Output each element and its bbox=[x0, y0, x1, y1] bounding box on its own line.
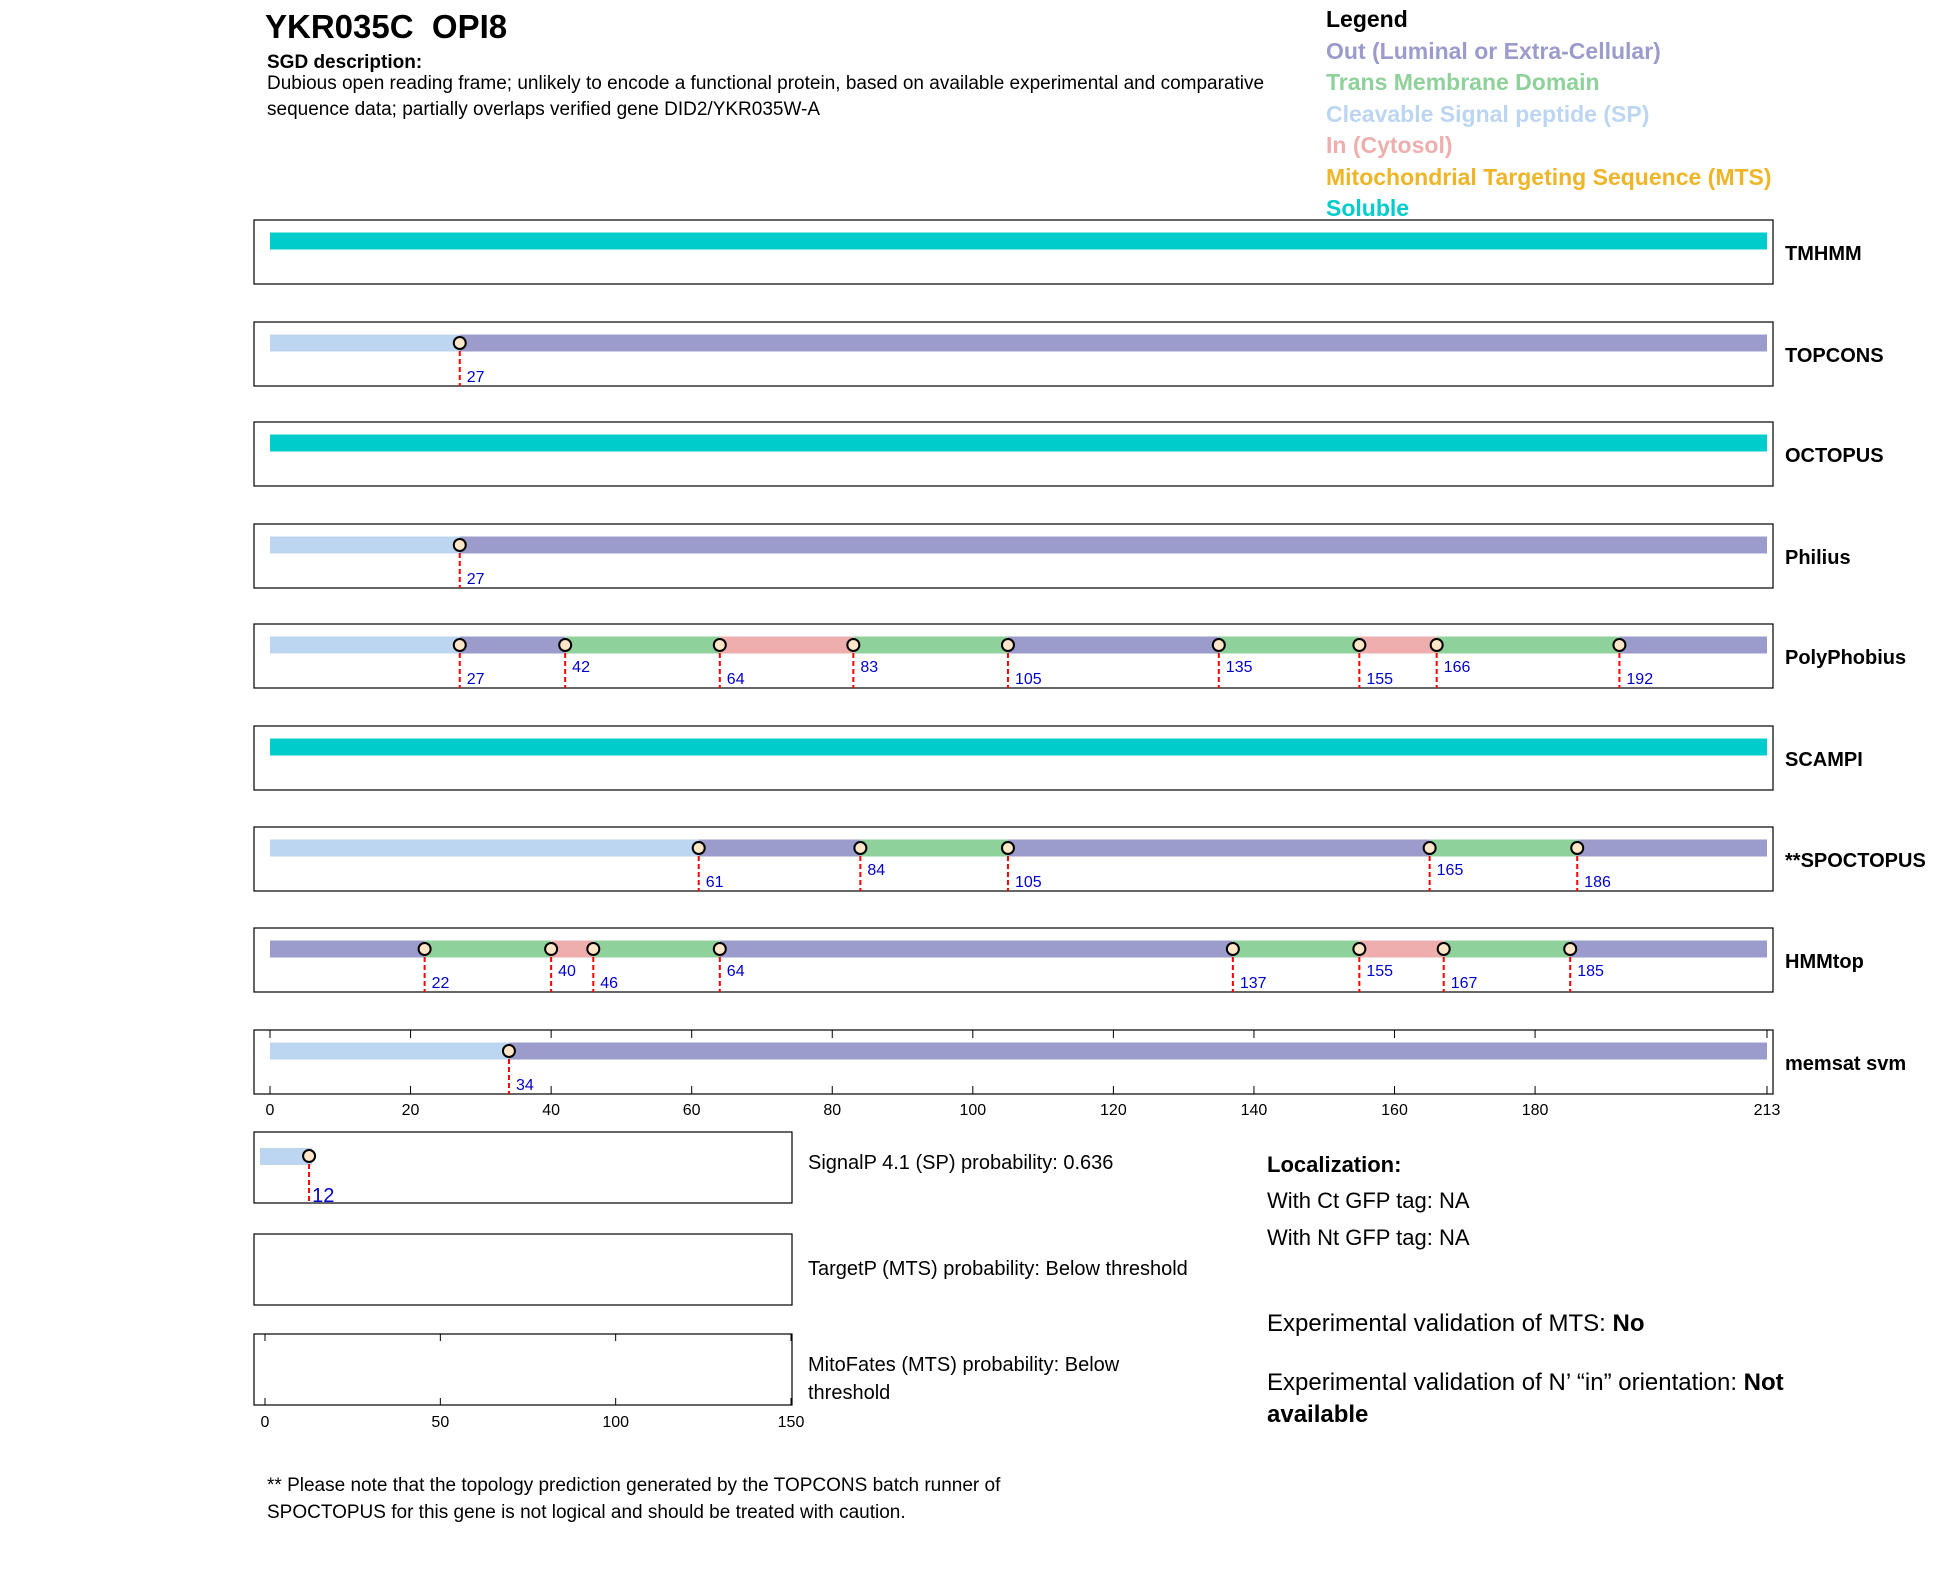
boundary-marker bbox=[1424, 842, 1436, 854]
boundary-marker bbox=[1213, 639, 1225, 651]
boundary-label: 185 bbox=[1577, 963, 1604, 980]
mts-validation bbox=[1267, 1310, 1644, 1338]
legend-item-out: Out (Luminal or Extra-Cellular) bbox=[1326, 37, 1661, 64]
segment-tm bbox=[593, 941, 720, 958]
signalp-boundary-marker bbox=[303, 1150, 315, 1162]
track-label-hmmtop: HMMtop bbox=[1785, 951, 1864, 973]
boundary-marker bbox=[714, 943, 726, 955]
signalp-probability: SignalP 4.1 (SP) probability: 0.636 bbox=[808, 1152, 1114, 1174]
boundary-label: 22 bbox=[431, 975, 450, 992]
boundary-label: 155 bbox=[1366, 963, 1394, 980]
x-tick-label: 120 bbox=[1100, 1102, 1127, 1119]
segment-soluble bbox=[270, 739, 1767, 756]
segment-out bbox=[720, 941, 1233, 958]
x-tick-label: 80 bbox=[823, 1102, 842, 1119]
segment-tm bbox=[1437, 637, 1620, 654]
x-tick-label: 60 bbox=[682, 1102, 701, 1119]
boundary-label: 46 bbox=[600, 975, 619, 992]
track-box-spoctopus bbox=[254, 827, 1773, 891]
boundary-marker bbox=[1002, 842, 1014, 854]
segment-sp bbox=[270, 840, 699, 857]
mitofates-panel bbox=[254, 1334, 792, 1405]
boundary-marker bbox=[1353, 943, 1365, 955]
nin-validation-value: Not bbox=[1743, 1369, 1784, 1396]
segment-out bbox=[1008, 637, 1219, 654]
track-label-scampi: SCAMPI bbox=[1785, 749, 1863, 771]
footnote bbox=[267, 1472, 1167, 1526]
segment-tm bbox=[565, 637, 720, 654]
signalp-panel bbox=[254, 1132, 792, 1203]
boundary-label: 166 bbox=[1443, 659, 1471, 676]
segment-out bbox=[270, 941, 425, 958]
mts-validation-value: No bbox=[1612, 1310, 1645, 1337]
boundary-marker bbox=[1564, 943, 1576, 955]
segment-sp bbox=[270, 335, 460, 352]
boundary-label: 84 bbox=[867, 862, 886, 879]
segment-out bbox=[1008, 840, 1430, 857]
sgd-description: Dubious open reading frame; unlikely to encode a functional protein, based on available experimental and comparative sequence data; partially overlaps verified gene DID2/YKR035W-A bbox=[267, 73, 1265, 120]
segment-out bbox=[699, 840, 861, 857]
segment-out bbox=[1570, 941, 1767, 958]
boundary-marker bbox=[693, 842, 705, 854]
boundary-marker bbox=[1431, 639, 1443, 651]
x-tick-label: 140 bbox=[1240, 1102, 1268, 1119]
boundary-label: 165 bbox=[1436, 862, 1464, 879]
boundary-marker bbox=[587, 943, 599, 955]
mts-validation-label: Experimental validation of MTS: bbox=[1267, 1310, 1613, 1337]
nin-validation-value-cont: available bbox=[1267, 1401, 1369, 1428]
small-x-tick-label: 0 bbox=[260, 1414, 270, 1431]
boundary-marker bbox=[545, 943, 557, 955]
boundary-label: 105 bbox=[1014, 874, 1042, 891]
boundary-marker bbox=[454, 639, 466, 651]
signalp-boundary-label: 12 bbox=[312, 1185, 335, 1207]
boundary-marker bbox=[419, 943, 431, 955]
boundary-label: 167 bbox=[1450, 975, 1478, 992]
boundary-label: 83 bbox=[860, 659, 879, 676]
boundary-marker bbox=[454, 539, 466, 551]
boundary-label: 135 bbox=[1225, 659, 1253, 676]
nin-validation bbox=[1267, 1369, 1784, 1397]
standard-name: OPI8 bbox=[431, 8, 508, 45]
segment-out bbox=[509, 1043, 1767, 1060]
boundary-label: 40 bbox=[558, 963, 576, 980]
boundary-label: 64 bbox=[726, 671, 745, 688]
segment-in bbox=[1359, 941, 1443, 958]
boundary-marker bbox=[503, 1045, 515, 1057]
x-tick-label: 100 bbox=[959, 1102, 987, 1119]
boundary-label: 42 bbox=[572, 659, 590, 676]
segment-soluble bbox=[270, 233, 1767, 250]
small-x-tick-label: 150 bbox=[777, 1414, 805, 1431]
boundary-marker bbox=[1613, 639, 1625, 651]
track-box-scampi bbox=[254, 726, 1773, 790]
boundary-marker bbox=[1438, 943, 1450, 955]
track-box-octopus bbox=[254, 422, 1773, 486]
track-label-polyphobius: PolyPhobius bbox=[1785, 647, 1907, 669]
boundary-marker bbox=[1002, 639, 1014, 651]
localization-ct: With Ct GFP tag: NA bbox=[1267, 1188, 1470, 1213]
segment-tm bbox=[853, 637, 1008, 654]
legend-item-sp: Cleavable Signal peptide (SP) bbox=[1326, 100, 1650, 127]
x-tick-label: 0 bbox=[265, 1102, 275, 1119]
boundary-label: 155 bbox=[1366, 671, 1394, 688]
track-label-philius: Philius bbox=[1785, 547, 1851, 569]
legend-item-in: In (Cytosol) bbox=[1326, 132, 1453, 158]
segment-soluble bbox=[270, 435, 1767, 452]
segment-out bbox=[460, 335, 1767, 352]
legend-item-mts: Mitochondrial Targeting Sequence (MTS) bbox=[1326, 163, 1772, 190]
segment-tm bbox=[1444, 941, 1571, 958]
segment-tm bbox=[1233, 941, 1360, 958]
targetp-panel bbox=[254, 1234, 792, 1305]
x-tick-label: 40 bbox=[542, 1102, 561, 1119]
segment-out bbox=[460, 537, 1767, 554]
track-label-memsatsvm: memsat svm bbox=[1785, 1053, 1907, 1075]
legend-title: Legend bbox=[1326, 6, 1408, 32]
boundary-label: 137 bbox=[1239, 975, 1267, 992]
boundary-label: 186 bbox=[1584, 874, 1611, 891]
segment-out bbox=[1577, 840, 1767, 857]
track-label-tmhmm: TMHMM bbox=[1785, 243, 1862, 265]
localization-heading: Localization: bbox=[1267, 1152, 1402, 1177]
segment-out bbox=[1619, 637, 1767, 654]
targetp-probability: TargetP (MTS) probability: Below threshold bbox=[808, 1258, 1188, 1280]
localization-nt: With Nt GFP tag: NA bbox=[1267, 1225, 1470, 1250]
small-x-tick-label: 100 bbox=[602, 1414, 630, 1431]
boundary-marker bbox=[1227, 943, 1239, 955]
sgd-heading: SGD description: bbox=[267, 52, 423, 73]
segment-sp bbox=[270, 637, 460, 654]
track-label-topcons: TOPCONS bbox=[1785, 345, 1884, 367]
track-label-spoctopus: **SPOCTOPUS bbox=[1785, 850, 1926, 872]
small-x-tick-label: 50 bbox=[431, 1414, 450, 1431]
mitofates-probability: MitoFates (MTS) probability: Below bbox=[808, 1354, 1120, 1376]
track-box-tmhmm bbox=[254, 220, 1773, 284]
boundary-label: 105 bbox=[1014, 671, 1042, 688]
nin-validation-label: Experimental validation of N’ “in” orientation: bbox=[1267, 1369, 1744, 1396]
segment-tm bbox=[1219, 637, 1360, 654]
track-label-octopus: OCTOPUS bbox=[1785, 445, 1884, 467]
segment-out bbox=[460, 637, 565, 654]
boundary-label: 64 bbox=[726, 963, 745, 980]
segment-in bbox=[1359, 637, 1436, 654]
boundary-label: 27 bbox=[466, 571, 485, 588]
footnote-line-1: ** Please note that the topology prediction generated by the TOPCONS batch runner of bbox=[267, 1475, 1001, 1496]
segment-tm bbox=[425, 941, 552, 958]
x-tick-label: 160 bbox=[1381, 1102, 1408, 1119]
x-tick-label: 180 bbox=[1521, 1102, 1549, 1119]
track-box-memsatsvm bbox=[254, 1030, 1773, 1094]
systematic-name: YKR035C bbox=[265, 8, 414, 45]
boundary-label: 27 bbox=[466, 671, 485, 688]
x-tick-label: 20 bbox=[401, 1102, 420, 1119]
boundary-marker bbox=[714, 639, 726, 651]
segment-tm bbox=[1430, 840, 1578, 857]
segment-tm bbox=[860, 840, 1008, 857]
mitofates-probability-cont: threshold bbox=[808, 1382, 891, 1404]
boundary-label: 192 bbox=[1626, 671, 1654, 688]
segment-in bbox=[720, 637, 854, 654]
boundary-marker bbox=[454, 337, 466, 349]
boundary-label: 34 bbox=[515, 1077, 534, 1094]
footnote-line-2: SPOCTOPUS for this gene is not logical and should be treated with caution. bbox=[267, 1502, 906, 1523]
x-tick-label: 213 bbox=[1753, 1102, 1781, 1119]
segment-sp bbox=[270, 537, 460, 554]
boundary-marker bbox=[854, 842, 866, 854]
boundary-marker bbox=[559, 639, 571, 651]
legend-item-soluble: Soluble bbox=[1326, 195, 1410, 221]
boundary-marker bbox=[847, 639, 859, 651]
boundary-marker bbox=[1353, 639, 1365, 651]
boundary-marker bbox=[1571, 842, 1583, 854]
segment-sp bbox=[270, 1043, 509, 1060]
legend-item-tm: Trans Membrane Domain bbox=[1326, 69, 1600, 95]
track-box-hmmtop bbox=[254, 928, 1773, 992]
boundary-label: 27 bbox=[466, 369, 485, 386]
boundary-label: 61 bbox=[705, 874, 724, 891]
